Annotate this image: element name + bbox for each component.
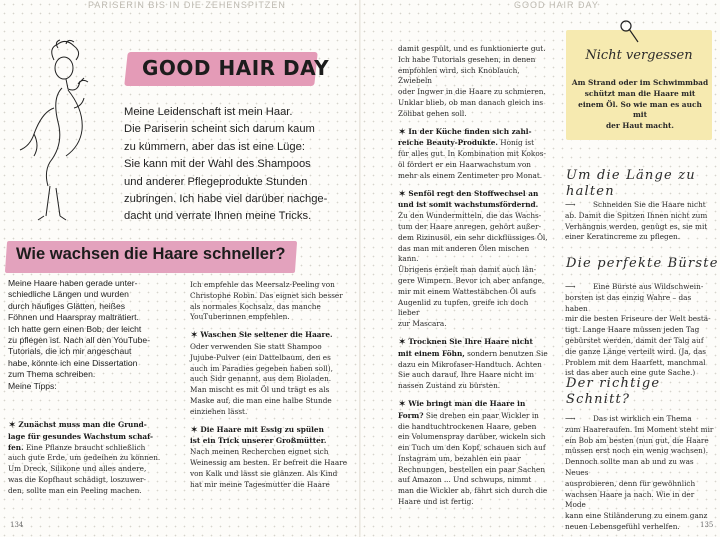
- bold-lead: Senföl regt den Stoffwechsel an: [408, 188, 539, 198]
- running-head-left: PARISERIN BIS IN DIE ZEHENSPITZEN: [88, 0, 286, 10]
- hand-line: habe, könnte ich eine Dissertation: [8, 357, 138, 368]
- star-bullet-icon: ✶: [8, 420, 17, 431]
- body-line: ein Bob am besten (nun gut, die Haare: [565, 435, 709, 445]
- tip-lead: Eine Bürste aus Wildschwein-: [593, 282, 704, 291]
- star-bullet-icon: ✶: [398, 398, 407, 410]
- body-line: zum Haareraufen. Im Moment steht mir: [565, 424, 714, 434]
- body-line: Unklar blieb, ob man danach gleich ins: [398, 97, 544, 107]
- tip-heading: Schnitt?: [566, 392, 631, 407]
- body-line: Rechnungen, bestellen ein paar Sachen: [398, 464, 546, 474]
- tip-heading: Die perfekte Bürste: [566, 256, 719, 271]
- body-line: hat mir meine Tagesmutter die Haare: [190, 479, 330, 489]
- tip-lead: Schneiden Sie die Haare nicht: [593, 200, 706, 209]
- star-bullet-icon: ✶: [190, 424, 199, 436]
- body-line: auch Sidr genannt, aus dem Bioladen.: [190, 374, 332, 384]
- hand-line: Meine Haare haben gerade unter-: [8, 278, 138, 288]
- tip-heading: halten: [566, 184, 615, 199]
- body-line: auf Amazon ... Und schwups, nimmt: [398, 475, 532, 485]
- note-line: schützt man die Haare mit: [584, 88, 696, 98]
- intro-line: Die Pariserin scheint sich darum kaum: [124, 123, 315, 136]
- hand-line: zu pflegen ist. Nach all den YouTube-: [8, 335, 151, 346]
- bold-lead: Form?: [398, 410, 424, 420]
- hand-line: durch häufiges Glätten, heißes: [8, 300, 126, 311]
- book-spine: [359, 0, 361, 537]
- tip-lead: Das ist wirklich ein Thema: [593, 414, 692, 423]
- intro-line: zu kümmern, aber das ist eine Lüge:: [124, 140, 305, 153]
- intro-line: zubringen. Ich habe viel darüber nachge-: [124, 193, 328, 206]
- body-line: die handtuchtrockenen Haare, geben: [398, 421, 537, 431]
- woman-sketch-illustration: [14, 38, 104, 224]
- body-text: sondern benutzen Sie: [464, 348, 548, 358]
- page-title: GOOD HAIR DAY: [142, 56, 330, 80]
- arrow-icon: ⟶: [565, 200, 576, 209]
- intro-line: dacht und verrate Ihnen meine Tricks.: [124, 210, 312, 223]
- arrow-icon: ⟶: [565, 414, 576, 423]
- body-line: Zu den Wundermitteln, die das Wachs-: [398, 211, 542, 221]
- body-line: Nach meinen Recherchen eignet sich: [190, 447, 329, 457]
- tip-block: [565, 414, 715, 533]
- handwritten-paragraph: [8, 278, 180, 392]
- body-line: die ganze Länge verteilt wird. (Ja, das: [565, 346, 707, 356]
- body-line: YouTuberinnen empfehlen.: [190, 312, 290, 322]
- body-line: als normales Kochsalz, das manche: [190, 301, 321, 311]
- bold-lead: reiche Beauty-Produkte.: [398, 138, 498, 148]
- left-column-1: [8, 420, 180, 497]
- body-line: Maske auf, die man eine halbe Stunde: [190, 395, 332, 405]
- body-text: Eine Pflanze braucht schließlich: [23, 442, 146, 452]
- intro-text: [124, 104, 342, 226]
- hand-line: schiedliche Längen und wurden: [8, 289, 129, 300]
- body-line: dazu ein Mikrofaser-Handtuch. Achten: [398, 359, 542, 369]
- right-column-2: [565, 200, 715, 243]
- running-head-right: GOOD HAIR DAY: [514, 0, 599, 10]
- body-line: Dennoch sollte man ab und zu was Neues: [565, 457, 694, 477]
- body-line: für alles gut. In Kombination mit Kokos-: [398, 149, 546, 159]
- body-line: mir die besten Friseure der Welt bestä-: [565, 314, 711, 324]
- tip-block: [565, 282, 715, 379]
- star-bullet-icon: ✶: [398, 188, 407, 200]
- pin-icon: [618, 18, 640, 44]
- body-line: Instagram um, bezahlen ein paar: [398, 453, 521, 463]
- bold-lead: ist ein Trick unserer Großmütter.: [190, 436, 327, 446]
- intro-line: und anderer Pflegeprodukte Stunden: [124, 175, 308, 188]
- hand-line: Meine Tipps:: [8, 380, 57, 391]
- hand-line: Tutorials, die ich mir angeschaut: [8, 346, 132, 357]
- body-line: Jujube-Pulver (ein Dattelbaum, den es: [190, 352, 331, 362]
- body-line: empfohlen wird, sich Knoblauch, Zwiebeln: [398, 65, 520, 86]
- section-heading: Wie wachsen die Haare schneller?: [16, 245, 286, 263]
- bold-lead: Trocknen Sie Ihre Haare nicht: [408, 336, 533, 346]
- body-line: Sie auch darauf, Ihre Haare nicht im: [398, 370, 534, 380]
- bold-lead: lage für gesundes Wachstum schaf-: [8, 431, 154, 441]
- right-column-1: [398, 44, 548, 508]
- hand-line: Föhnen und Haarspray malträtiert.: [8, 312, 139, 323]
- body-line: ausprobieren, denn für gewöhnlich: [565, 478, 696, 488]
- bold-lead: mit einem Föhn,: [398, 348, 465, 358]
- body-line: nassen Zustand zu bürsten.: [398, 381, 501, 391]
- note-line: einem Öl. So wie man es auch mit: [578, 99, 702, 120]
- intro-line: Sie kann mit der Wahl des Shampoos: [124, 158, 311, 171]
- body-line: tigt. Lange Haare müssen jeden Tag: [565, 325, 700, 335]
- body-line: den, sollte man ein Peeling machen.: [8, 485, 142, 495]
- body-line: damit gespült, und es funktionierte gut.: [398, 44, 546, 53]
- hand-line: zum Thema schreiben.: [8, 369, 96, 380]
- body-line: Weinessig am besten. Er befreit die Haare: [190, 457, 348, 467]
- bold-lead: In der Küche finden sich zahl-: [408, 126, 532, 136]
- body-line: auch im Paradies gegeben haben soll),: [190, 363, 333, 373]
- bold-lead: Zunächst muss man die Grund-: [18, 420, 147, 429]
- note-line: Am Strand oder im Schwimmbad: [571, 78, 709, 87]
- body-line: Oder verwenden Sie statt Shampoo: [190, 341, 322, 351]
- body-line: mir mit einem Wattestäbchen Öl aufs: [398, 286, 536, 296]
- body-line: kann eine Stiländerung zu einem ganz: [565, 511, 708, 521]
- body-line: gere Wimpern. Bevor ich aber anfange,: [398, 275, 545, 285]
- body-line: ein Volumenspray darüber, wickeln sich: [398, 432, 546, 442]
- body-line: öl fördert er ein Haarwachstum von: [398, 159, 531, 169]
- page-number-left: 134: [10, 521, 24, 529]
- star-bullet-icon: ✶: [398, 126, 407, 138]
- bold-lead: Die Haare mit Essig zu spülen: [200, 424, 324, 434]
- body-line: einer Keratincreme zu pflegen.: [565, 232, 681, 242]
- body-line: oder Ingwer in die Haare zu schmieren.: [398, 87, 546, 97]
- body-line: neuen Lebensgefühl verhelfen.: [565, 521, 680, 531]
- body-line: ab. Damit die Spitzen Ihnen nicht zum: [565, 210, 708, 220]
- body-line: von Kalk und lässt sie glänzen. Als Kind: [190, 468, 338, 478]
- bold-lead: und ist somit wachstumsfördernd.: [398, 200, 539, 210]
- body-line: tum der Haare anregen, gehört außer-: [398, 221, 542, 231]
- body-line: ein Tuch um den Kopf, schauen sich auf: [398, 443, 546, 453]
- page-number-right: 135: [700, 521, 714, 529]
- body-line: Man mischt es mit Öl und trägt es als: [190, 385, 330, 395]
- tip-heading: Um die Länge zu: [566, 168, 696, 183]
- body-line: Problem mit dem Haarfett, manchmal: [565, 357, 706, 367]
- body-line: borsten ist das einzig Wahre – das haben: [565, 292, 692, 313]
- bold-lead: Waschen Sie seltener die Haare.: [200, 330, 333, 340]
- body-line: Christophe Robin. Das eignet sich besser: [190, 290, 343, 300]
- body-line: wachsen Haare ja nach. Wie in der Mode: [565, 489, 695, 510]
- body-line: müssen erst noch ein wenig wachsen).: [565, 446, 709, 456]
- note-line: der Haut macht.: [606, 121, 674, 131]
- star-bullet-icon: ✶: [398, 336, 407, 348]
- bold-lead: fen.: [8, 442, 24, 452]
- body-line: ist das aber auch eine gute Sache.): [565, 368, 696, 378]
- body-line: Haare und ist fertig.: [398, 497, 474, 507]
- arrow-icon: ⟶: [565, 282, 576, 291]
- body-line: auch gute Erde, um gedeihen zu können.: [8, 453, 161, 463]
- body-line: zur Mascara.: [398, 319, 447, 329]
- body-text: Honig ist: [497, 138, 535, 148]
- body-line: gebürstet werden, damit der Talg auf: [565, 335, 704, 345]
- body-line: Augenlid zu tupfen, greife ich doch lieber: [398, 297, 529, 318]
- body-line: Verhängnis werden, genügt es, sie mit: [565, 221, 708, 231]
- body-line: Zölibat gehen soll.: [398, 108, 467, 118]
- left-column-2: [190, 280, 350, 490]
- body-line: Um Dreck, Silikone und alles andere,: [8, 464, 147, 474]
- bold-lead: Wie bringt man die Haare in: [408, 398, 526, 408]
- body-line: das man mit anderen Ölen mischen kann.: [398, 243, 530, 264]
- body-line: was die Kopfhaut schädigt, loszuwer-: [8, 474, 146, 484]
- hand-line: Ich hatte gern einen Bob, der leicht: [8, 323, 142, 334]
- body-line: einziehen lässt.: [190, 406, 248, 416]
- intro-line: Meine Leidenschaft ist mein Haar.: [124, 106, 293, 118]
- body-line: Ich habe Tutorials gesehen, in denen: [398, 54, 536, 64]
- body-line: dem Rizinusöl, ein sehr dickflüssiges Öl,: [398, 232, 548, 242]
- note-text: [570, 78, 710, 132]
- body-text: Sie drehen ein paar Wickler in: [423, 410, 539, 420]
- body-line: Ich empfehle das Meersalz-Peeling von: [190, 280, 335, 289]
- body-line: mehr als einem Zentimeter pro Monat.: [398, 170, 543, 180]
- body-line: man die Wickler ab, fährt sich durch die: [398, 486, 548, 496]
- star-bullet-icon: ✶: [190, 330, 199, 342]
- body-line: Übrigens erzielt man damit auch län-: [398, 265, 537, 275]
- note-title: Nicht vergessen: [585, 48, 693, 63]
- tip-heading: Der richtige: [566, 376, 661, 391]
